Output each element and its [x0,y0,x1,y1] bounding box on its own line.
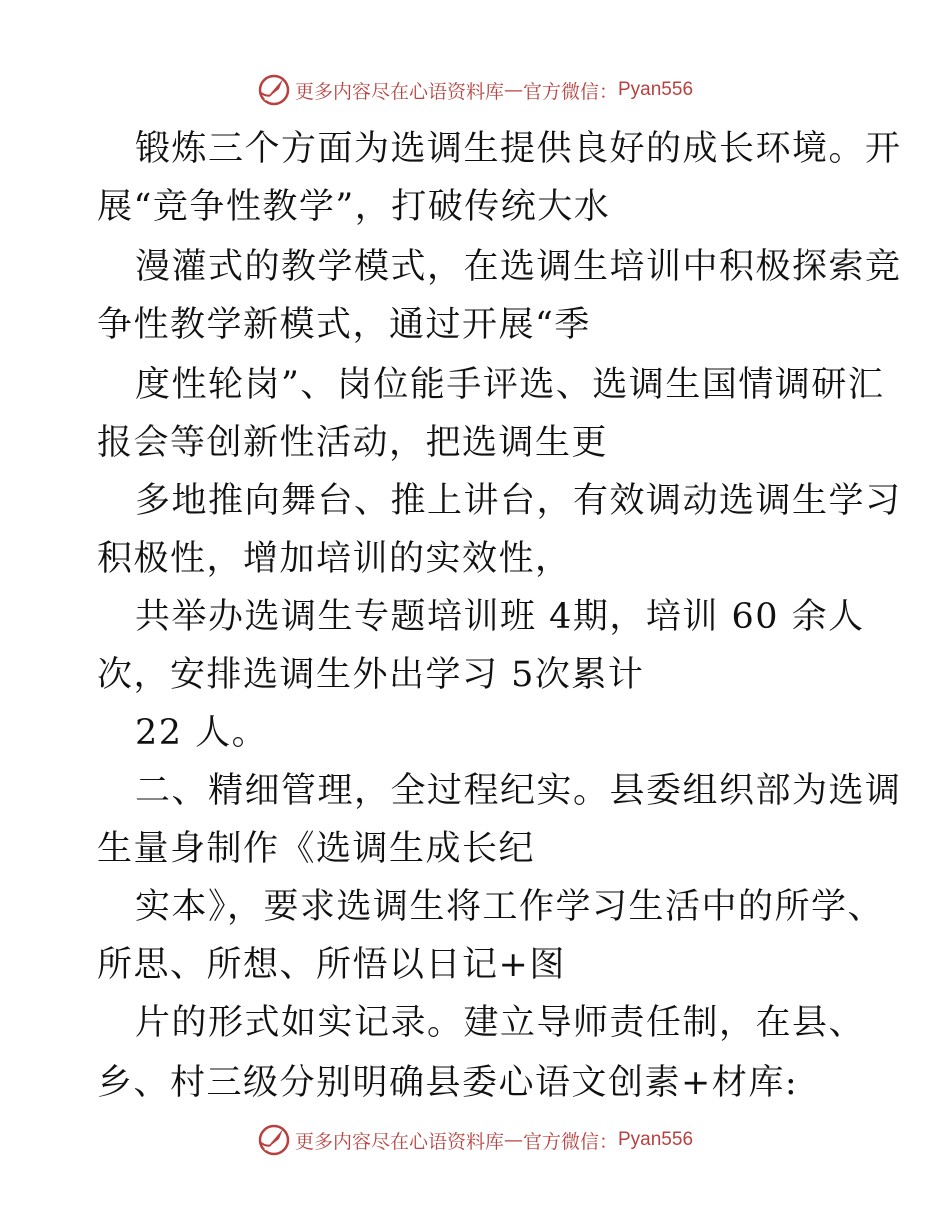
banner-wechat-label: 官方微信： [522,80,618,103]
banner-brand-text: 更多内容尽在心语资料库 [294,80,504,103]
body-line: 报会等创新性活动，把选调生更 [97,423,609,463]
body-line: 生量身制作《选调生成长纪 [97,829,536,869]
quill-pen-logo-icon [257,73,291,107]
body-line: 争性教学新模式，通过开展“季 [97,305,591,345]
body-line: 锻炼三个方面为选调生提供良好的成长环境。开 [135,129,902,169]
banner-wechat-id: Pyan556 [618,79,694,100]
body-line: 22 人。 [135,713,269,753]
body-line: 度性轮岗”、岗位能手评选、选调生国情调研汇 [135,365,885,405]
quill-pen-logo-icon [257,1123,291,1157]
body-line: 所思、所想、所悟以日记+图 [97,945,566,985]
body-line: 次，安排选调生外出学习 5次累计 [97,655,645,695]
banner-wechat-id: Pyan556 [618,1129,694,1150]
body-line: 乡、村三级分别明确县委心语文创素+材库: [97,1063,799,1103]
body-line: 共举办选调生专题培训班 4期，培训 60 余人 [135,597,865,637]
footer-banner [0,1120,950,1160]
banner-wechat-label: 官方微信： [522,1130,618,1153]
body-line: 漫灌式的教学模式，在选调生培训中积极探索竞 [135,247,902,287]
body-line: 片的形式如实记录。建立导师责任制，在县、 [135,1003,866,1043]
banner-brand-text: 更多内容尽在心语资料库 [294,1130,504,1153]
banner-separator: — [503,79,523,101]
header-banner [0,70,950,110]
banner-separator: — [503,1129,523,1151]
body-line: 展“竞争性教学”，打破传统大水 [97,187,611,227]
body-line: 二、精细管理，全过程纪实。县委组织部为选调 [135,771,902,811]
body-line: 实本》，要求选调生将工作学习生活中的所学、 [135,887,885,927]
body-line: 多地推向舞台、推上讲台，有效调动选调生学习 [135,481,902,521]
body-line: 积极性，增加培训的实效性， [97,539,572,579]
